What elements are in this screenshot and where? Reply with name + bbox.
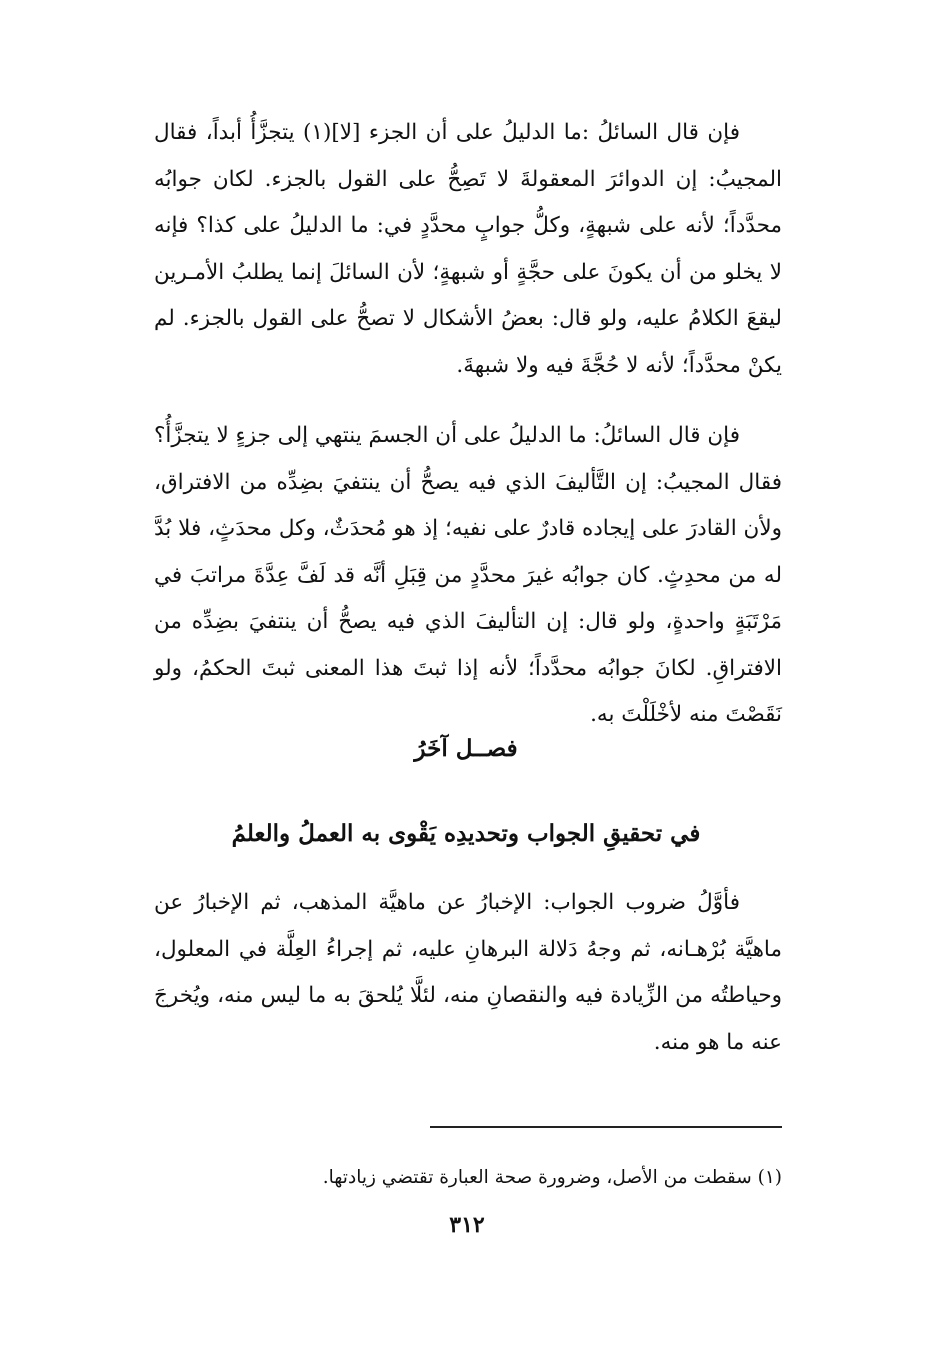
section-heading: فصــل آخَرُ [414, 735, 518, 762]
page-number: ٣١٢ [449, 1212, 485, 1238]
footnote-divider [430, 1126, 782, 1128]
section-subheading: في تحقيقِ الجواب وتحديدِه يَقْوى به العملُ والعلمُ [231, 820, 701, 847]
paragraph-3: فأوَّلُ ضروب الجواب: الإخبارُ عن ماهيَّة المذهب، ثم الإخبارُ عن ماهيَّة بُرْهـانه، ثم وجهُ دَلالة البرهانِ عليه، ثم إجراءُ العِلَّة في المعلول، وحياطتُه من الزِّيادة فيه والنقصانِ منه، لئلَّا يُلحقَ به ما ليس منه، ويُخرجَ عنه ما هو منه. [154, 890, 782, 1055]
paragraph-1: فإن قال السائلُ :ما الدليلُ على أن الجزء [لا](١) يتجزَّأُ أبداً، فقال المجيبُ: إن الدوائرَ المعقولةَ لا تَصِحُّ على القول بالجزء. لكان جوابُه محدَّداً؛ لأنه على شبهةٍ، وكلُّ جوابٍ محدَّدٍ في: ما الدليلُ على كذا؟ فإنه لا يخلو من أن يكونَ على حجَّةٍ أو شبهةٍ؛ لأن السائلَ إنما يطلبُ الأمـرين ليقعَ الكلامُ عليه، ولو قال: بعضُ الأشكال لا تصحُّ على القول بالجزء. لم يكنْ محدَّداً؛ لأنه لا حُجَّةَ فيه ولا شبهةَ. [154, 120, 782, 378]
footnote: (١) سقطت من الأصل، وضرورة صحة العبارة تقتضي زيادتها. [322, 1167, 782, 1188]
paragraph-2: فإن قال السائلُ: ما الدليلُ على أن الجسمَ ينتهي إلى جزءٍ لا يتجزَّأُ؟ فقال المجيبُ: إن التَّأليفَ الذي فيه يصحُّ أن ينتفيَ بضِدِّه من الافتراق، ولأن القادرَ على إيجاده قادرٌ على نفيه؛ إذ هو مُحدَثٌ، وكل محدَثٍ، فلا بُدَّ له من محدِثٍ. كان جوابُه غيرَ محدَّدٍ من قِبَلِ أنَّه قد لَفَّ عِدَّةَ مراتبَ في مَرْتَبَةٍ واحدةٍ، ولو قال: إن التأليفَ الذي فيه يصحُّ أن ينتفيَ بضِدِّه من الافتراقِ. لكانَ جوابُه محدَّداً؛ لأنه إذا ثبتَ هذا المعنى ثبتَ الحكمُ، ولو نَقَصْتَ منه لأخْلَلْتَ به. [154, 423, 782, 727]
